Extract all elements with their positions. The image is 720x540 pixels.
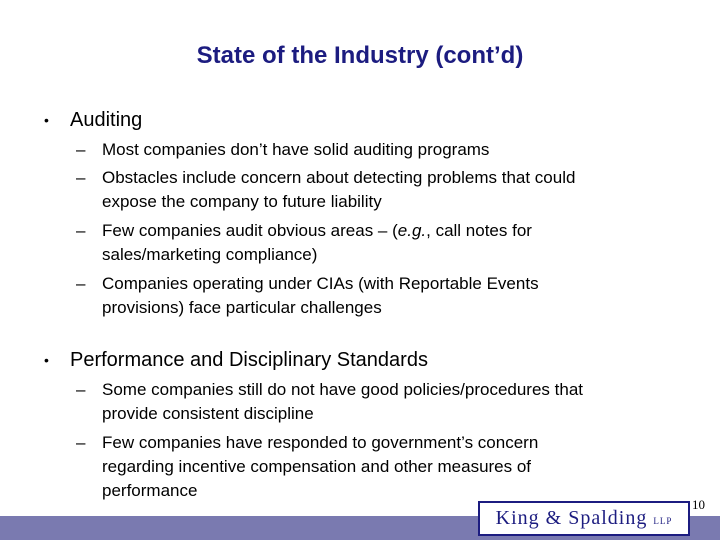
sub-item-line: Most companies don’t have solid auditing programs <box>102 140 490 159</box>
bullet-label: Auditing <box>70 109 143 131</box>
firm-logo <box>478 501 690 536</box>
sub-item-line: provide consistent discipline <box>102 404 314 423</box>
logo-name: King & Spalding <box>495 507 648 529</box>
dash: – <box>76 221 86 240</box>
bullet-label: Performance and Disciplinary Standards <box>70 349 428 371</box>
sub-item-line: expose the company to future liability <box>102 192 382 211</box>
sub-item-line: performance <box>102 481 198 500</box>
dash: – <box>76 274 86 293</box>
sub-item-line: Few companies audit obvious areas – (e.g., call notes for <box>102 221 532 240</box>
dash: – <box>76 380 86 399</box>
dash: – <box>76 140 86 159</box>
dash: – <box>76 433 86 452</box>
sub-item-line: sales/marketing compliance) <box>102 245 318 264</box>
sub-item-line: Some companies still do not have good policies/procedures that <box>102 380 584 399</box>
sub-item-line: Few companies have responded to government’s concern <box>102 433 539 452</box>
dash: – <box>76 168 86 187</box>
logo-suffix: LLP <box>653 516 673 526</box>
sub-item-line: Companies operating under CIAs (with Reportable Events <box>102 274 539 293</box>
bullet-dot: • <box>44 352 49 368</box>
sub-item-line: Obstacles include concern about detecting problems that could <box>102 168 576 187</box>
bullet-dot: • <box>44 112 49 128</box>
page-number: 10 <box>692 497 705 512</box>
sub-item-line: regarding incentive compensation and other measures of <box>102 457 532 476</box>
sub-item-line: provisions) face particular challenges <box>102 298 382 317</box>
slide-title: State of the Industry (cont’d) <box>196 42 524 69</box>
